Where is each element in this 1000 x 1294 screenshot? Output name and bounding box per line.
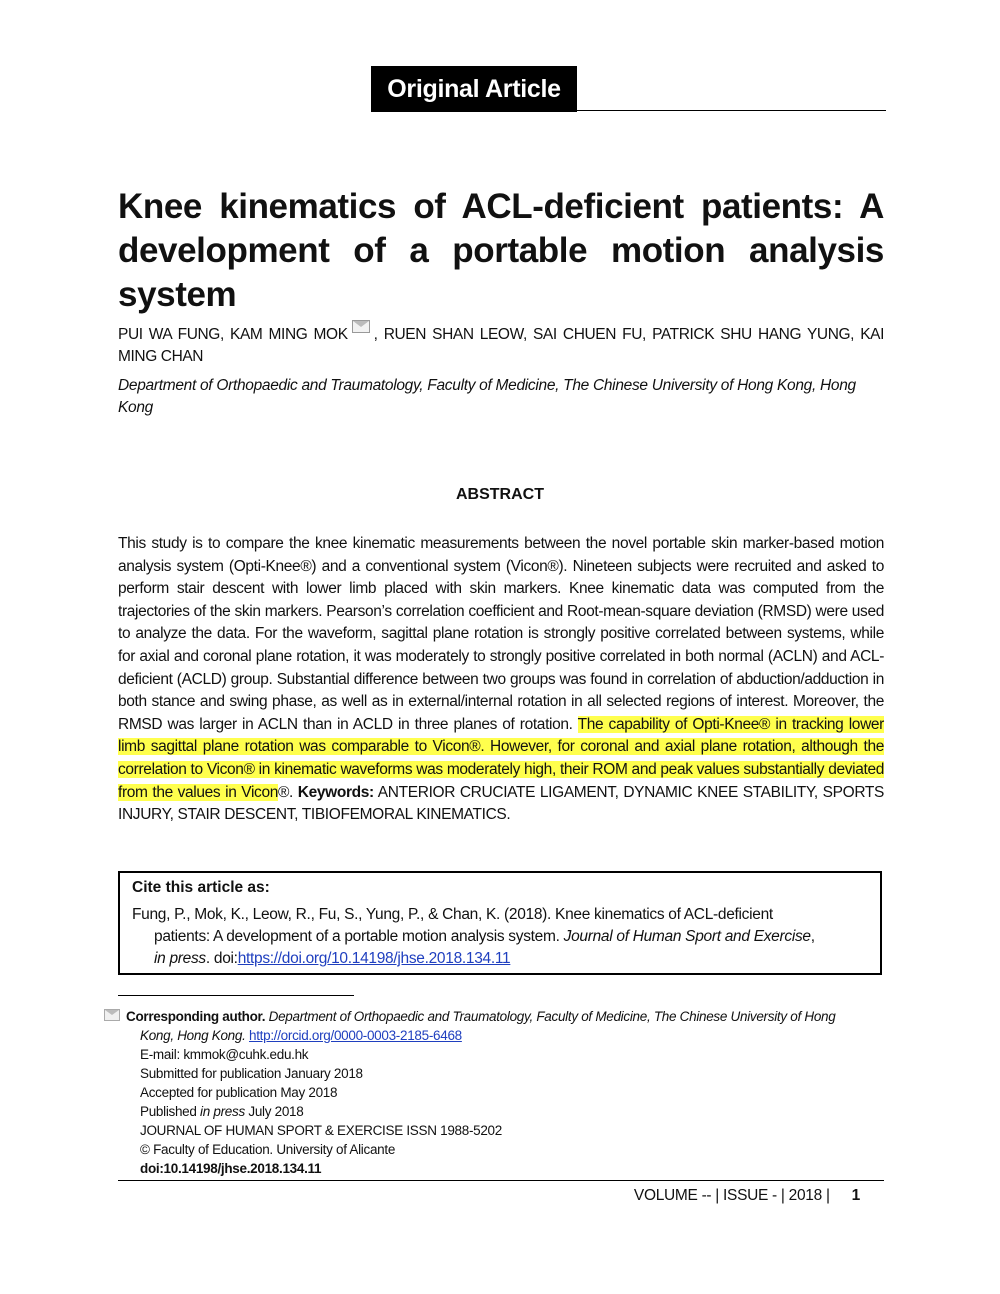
citation-line3 bbox=[132, 948, 872, 970]
authors-first: PUI WA FUNG, KAM MING MOK bbox=[118, 326, 348, 343]
published-pre: Published bbox=[140, 1104, 201, 1119]
envelope-icon[interactable] bbox=[352, 320, 370, 333]
citation-part: patients: A development of a portable motion analysis system. bbox=[154, 928, 564, 945]
page-number: 1 bbox=[851, 1187, 860, 1204]
published-post: July 2018 bbox=[244, 1104, 304, 1119]
authors-rest: , RUEN SHAN LEOW, SAI CHUEN FU, PATRICK SHU HANG YUNG, KAI MING CHAN bbox=[118, 326, 884, 365]
author-list bbox=[118, 320, 884, 368]
citation-comma: , bbox=[810, 928, 815, 945]
citation-journal: Journal of Human Sport and Exercise bbox=[563, 928, 811, 945]
corr-line2 bbox=[104, 1026, 884, 1045]
orcid-link[interactable]: http://orcid.org/0000-0003-2185-6468 bbox=[249, 1028, 462, 1043]
citation-line1: Fung, P., Mok, K., Leow, R., Fu, S., Yung, P., & Chan, K. (2018). Knee kinematics of ACL-deficient bbox=[132, 906, 773, 923]
affiliation: Department of Orthopaedic and Traumatology, Faculty of Medicine, The Chinese University of Hong Kong, Hong Kong bbox=[118, 377, 856, 416]
corresponding-author-note bbox=[104, 1007, 884, 1178]
corr-line1 bbox=[104, 1007, 884, 1026]
corr-dept2: Kong, Hong Kong. bbox=[140, 1028, 249, 1043]
corr-copyright: © Faculty of Education. University of Alicante bbox=[140, 1142, 396, 1157]
corr-accepted: Accepted for publication May 2018 bbox=[140, 1085, 338, 1100]
envelope-icon bbox=[104, 1009, 120, 1021]
corr-label: Corresponding author. bbox=[126, 1009, 266, 1024]
footer-rule bbox=[118, 1180, 884, 1181]
citation-line2 bbox=[132, 926, 872, 948]
corr-submitted: Submitted for publication January 2018 bbox=[140, 1066, 363, 1081]
keywords-label: Keywords: bbox=[297, 783, 374, 801]
header-rule bbox=[371, 110, 886, 111]
citation-doi-link[interactable]: https://doi.org/10.14198/jhse.2018.134.11 bbox=[237, 950, 511, 967]
citation-text bbox=[132, 904, 872, 970]
volume-info: VOLUME -- | ISSUE - | 2018 | bbox=[633, 1187, 830, 1204]
article-type-badge: Original Article bbox=[371, 66, 577, 112]
abstract-highlight: The capability of Opti-Knee® in tracking lower limb sagittal plane rotation was comparable to Vicon®. However, for coronal and axial plane rotation, although the correlation to Vicon® in kinematic waveforms was moderately high, their ROM and peak values substantially deviated from the values in Vicon bbox=[118, 715, 884, 801]
citation-doi-label: . doi: bbox=[205, 950, 238, 967]
abstract-text: This study is to compare the knee kinematic measurements between the novel portable skin marker-based motion analysis system (Opti-Knee®) and a conventional system (Vicon®). Nineteen subjects were recruited and asked to perform stair descent with lower limb placed with skin markers. Knee kinematic data was computed from the trajectories of the skin markers. Pearson’s correlation coefficient and Root-mean-square deviation (RMSD) were used to analyze the data. For the waveform, sagittal plane rotation is strongly positive correlated between systems, while for axial and coronal plane rotation, it was moderately to strongly positive correlated in both normal (ACLN) and ACL-deficient (ACLD) group. Substantial difference between two groups was found in correlation of abduction/adduction in both stance and swing phase, as well as in external/internal rotation in all selected regions of interest. Moreover, the RMSD was larger in ACLN than in ACLD in three planes of rotation. bbox=[118, 535, 884, 733]
corr-published bbox=[104, 1102, 884, 1121]
citation-inpress: in press bbox=[154, 950, 206, 967]
published-italic: in press bbox=[200, 1104, 245, 1119]
corr-doi bbox=[104, 1159, 884, 1178]
abstract-after-highlight: ®. bbox=[277, 783, 298, 801]
citation-heading: Cite this article as: bbox=[132, 879, 270, 896]
corr-email: E-mail: kmmok@cuhk.edu.hk bbox=[140, 1047, 309, 1062]
abstract-heading: ABSTRACT bbox=[456, 486, 544, 503]
abstract-body bbox=[118, 533, 884, 827]
corr-dept: Department of Orthopaedic and Traumatology, Faculty of Medicine, The Chinese University of Hong bbox=[265, 1009, 836, 1024]
corr-doi-text: doi:10.14198/jhse.2018.134.11 bbox=[140, 1161, 322, 1176]
footnote-rule bbox=[118, 995, 354, 996]
page-footer bbox=[0, 1187, 860, 1205]
keywords: ANTERIOR CRUCIATE LIGAMENT, DYNAMIC KNEE STABILITY, SPORTS INJURY, STAIR DESCENT, TIBIOFEMORAL KINEMATICS. bbox=[118, 783, 884, 824]
corr-journal: JOURNAL OF HUMAN SPORT & EXERCISE ISSN 1988-5202 bbox=[140, 1123, 502, 1138]
citation-box bbox=[118, 871, 882, 975]
article-title: Knee kinematics of ACL-deficient patients: A development of a portable motion analysis system bbox=[118, 187, 884, 314]
